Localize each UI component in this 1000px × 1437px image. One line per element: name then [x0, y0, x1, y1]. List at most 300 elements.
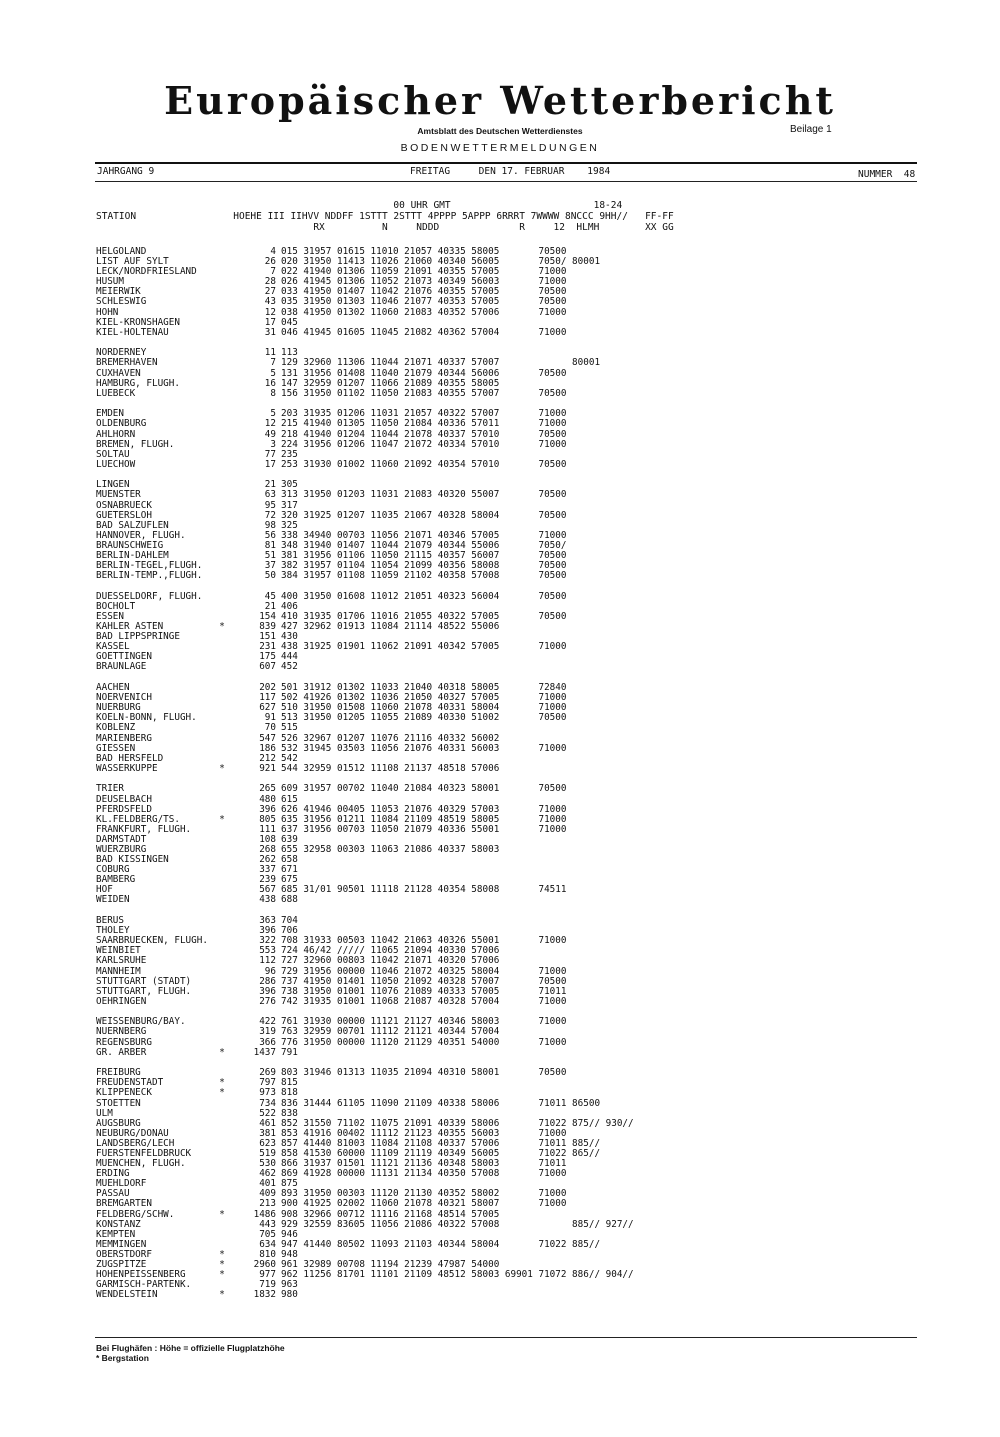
station-name: WEISSENBURG/BAY. — [96, 1016, 186, 1028]
date-label: FREITAG DEN 17. FEBRUAR 1984 — [410, 166, 611, 177]
station-height: 56 — [264, 529, 276, 541]
station-name: WEIDEN — [96, 894, 130, 906]
station-data: 704 — [281, 915, 298, 927]
footnote-mountain: * Bergstation — [96, 1353, 149, 1363]
station-data: 706 — [281, 925, 298, 937]
station-data: 129 32960 11306 11044 21071 40337 57007 80001 — [281, 357, 601, 369]
mountain-mark: * — [219, 1289, 225, 1301]
station-name: KIEL-HOLTENAU — [96, 326, 169, 338]
mountain-mark: * — [219, 1077, 225, 1089]
mountain-mark: * — [219, 621, 225, 633]
station-height: 72 — [264, 509, 276, 521]
station-height: 973 — [259, 1087, 276, 1099]
station-height: 396 — [259, 925, 276, 937]
station-name: EMDEN — [96, 408, 124, 420]
station-name: MARIENBERG — [96, 732, 152, 744]
station-data: 147 32959 01207 11066 21089 40355 58005 — [281, 377, 500, 389]
station-data: 980 — [281, 1289, 298, 1301]
station-height: 108 — [259, 833, 276, 845]
mountain-mark — [216, 571, 228, 581]
column-header-line2: STATION HOEHE III IIHVV NDDFF 1STTT 2STTT 4PPPP 5APPP 6RRRT 7WWWW 8NCCC 9HH// FF-FF — [96, 211, 674, 222]
station-name: SOLTAU — [96, 448, 130, 460]
station-height: 31 — [264, 326, 276, 338]
station-height: 213 — [259, 1198, 276, 1210]
station-height: 462 — [259, 1168, 276, 1180]
station-data: 791 — [281, 1046, 298, 1058]
station-name: NEUBURG/DONAU — [96, 1127, 169, 1139]
section-title: BODENWETTERMELDUNGEN — [400, 142, 600, 154]
station-name: BAMBERG — [96, 874, 136, 886]
station-name: WUERZBURG — [96, 843, 147, 855]
mountain-mark — [216, 784, 228, 794]
station-name: BAD HERSFELD — [96, 752, 164, 764]
station-name: HAMBURG, FLUGH. — [96, 377, 180, 389]
station-name: LECK/NORDFRIESLAND — [96, 266, 197, 278]
station-data: 724 46/42 ///// 11065 21094 40330 57006 — [281, 945, 500, 957]
station-height: 1486 — [253, 1208, 276, 1220]
station-name: BAD LIPPSPRINGE — [96, 631, 180, 643]
station-data: 836 31444 61105 11090 21109 40338 58006 71011 86500 — [281, 1097, 601, 1109]
station-height: 1832 — [253, 1289, 276, 1301]
station-name: KOBLENZ — [96, 722, 136, 734]
station-data: 513 31950 01205 11055 21089 40330 51002 70500 — [281, 712, 567, 724]
station-height: 839 — [259, 621, 276, 633]
mountain-mark: * — [219, 762, 225, 774]
station-name: GUETERSLOH — [96, 509, 152, 521]
station-data: 763 32959 00701 11112 21121 40344 57004 — [281, 1026, 500, 1038]
station-height: 26 — [264, 256, 276, 268]
station-name: MANNHEIM — [96, 965, 141, 977]
station-name: AACHEN — [96, 682, 130, 694]
station-name: HUSUM — [96, 276, 124, 288]
report-subtitle: Amtsblatt des Deutschen Wetterdienstes — [417, 126, 583, 136]
mountain-mark — [216, 328, 228, 338]
station-height: 81 — [264, 539, 276, 551]
station-height: 567 — [259, 884, 276, 896]
station-data: 815 — [281, 1077, 298, 1089]
station-data: 948 — [281, 1248, 298, 1260]
station-name: SAARBRUECKEN, FLUGH. — [96, 935, 208, 947]
station-height: 17 — [264, 458, 276, 470]
column-header-line3: RX N NDDD R 12 HLMH XX GG — [96, 222, 674, 233]
station-name: ERDING — [96, 1168, 130, 1180]
station-row — [96, 389, 916, 399]
station-row — [96, 895, 916, 905]
station-height: 363 — [259, 915, 276, 927]
station-height: 322 — [259, 935, 276, 947]
station-name: KASSEL — [96, 641, 130, 653]
station-height: 95 — [264, 499, 276, 511]
station-height: 553 — [259, 945, 276, 957]
station-name: LUECHOW — [96, 458, 136, 470]
station-data: 761 31930 00000 11121 21127 40346 58003 71000 — [281, 1016, 567, 1028]
station-data: 325 — [281, 519, 298, 531]
station-name: LUEBECK — [96, 387, 136, 399]
mountain-mark — [216, 460, 228, 470]
station-data: 542 — [281, 752, 298, 764]
station-name: AHLHORN — [96, 428, 136, 440]
station-name: DEUSELBACH — [96, 793, 152, 805]
station-data: 639 — [281, 833, 298, 845]
station-data: 218 41940 01204 11044 21078 40337 57010 70500 — [281, 428, 567, 440]
station-data: 235 — [281, 448, 298, 460]
station-height: 634 — [259, 1238, 276, 1250]
mountain-mark — [216, 956, 228, 966]
top-rule — [95, 162, 917, 164]
station-data: 708 31933 00503 11042 21063 40326 55001 71000 — [281, 935, 567, 947]
station-name: BRAUNLAGE — [96, 661, 147, 673]
station-name: GIESSEN — [96, 742, 136, 754]
station-data: 381 31956 01106 11050 21115 40357 56007 70500 — [281, 550, 567, 562]
station-name: GOETTINGEN — [96, 651, 152, 663]
mountain-mark: * — [219, 1087, 225, 1099]
station-data: 544 32959 01512 11108 21137 48518 57006 — [281, 762, 500, 774]
station-height: 3 — [270, 438, 276, 450]
station-name: BREMGARTEN — [96, 1198, 152, 1210]
station-height: 977 — [259, 1269, 276, 1281]
station-name: ESSEN — [96, 611, 124, 622]
station-data: 215 41940 01305 11050 21084 40336 57011 71000 — [281, 418, 567, 430]
station-height: 91 — [264, 712, 276, 724]
station-height: 186 — [259, 742, 276, 754]
station-name: LINGEN — [96, 479, 130, 491]
station-data: 818 — [281, 1087, 298, 1099]
station-height: 154 — [259, 611, 276, 622]
station-data: 400 31950 01608 11012 21051 40323 56004 70500 — [281, 590, 567, 602]
station-data: 675 — [281, 874, 298, 886]
station-height: 63 — [264, 489, 276, 501]
station-height: 547 — [259, 732, 276, 744]
station-data: 253 31930 01002 11060 21092 40354 57010 70500 — [281, 458, 567, 470]
station-height: 797 — [259, 1077, 276, 1089]
mountain-mark: * — [219, 1208, 225, 1220]
station-height: 396 — [259, 803, 276, 815]
station-name: PFERDSFELD — [96, 803, 152, 815]
beilage-label: Beilage 1 — [790, 124, 832, 135]
station-height: 719 — [259, 1279, 276, 1291]
station-data: 406 — [281, 600, 298, 612]
station-height: 337 — [259, 864, 276, 876]
station-height: 16 — [264, 377, 276, 389]
station-height: 50 — [264, 570, 276, 582]
station-height: 231 — [259, 641, 276, 653]
mountain-mark — [216, 389, 228, 399]
station-name: HELGOLAND — [96, 246, 147, 257]
station-data: 626 41946 00405 11053 21076 40329 57003 71000 — [281, 803, 567, 815]
station-data: 655 32958 00303 11063 21086 40337 58003 — [281, 843, 500, 855]
station-data: 317 — [281, 499, 298, 511]
station-name: STUTTGART, FLUGH. — [96, 985, 192, 997]
station-data: 866 31937 01501 11121 21136 40348 58003 71011 — [281, 1158, 567, 1170]
station-data: 857 41440 81003 11084 21108 40337 57006 71011 885// — [281, 1137, 601, 1149]
station-height: 7 — [270, 357, 276, 369]
station-name: MUEHLDORF — [96, 1178, 147, 1190]
station-data: 688 — [281, 894, 298, 906]
station-height: 401 — [259, 1178, 276, 1190]
station-height: 705 — [259, 1228, 276, 1240]
station-data: 962 11256 81701 11101 21109 48512 58003 69901 71072 886// 904// — [281, 1269, 634, 1281]
station-height: 381 — [259, 1127, 276, 1139]
station-name: KEMPTEN — [96, 1228, 136, 1240]
mountain-mark: * — [219, 813, 225, 825]
station-data: 776 31950 00000 11120 21129 40351 54000 71000 — [281, 1036, 567, 1048]
station-data: 022 41940 01306 11059 21091 40355 57005 71000 — [281, 266, 567, 278]
station-data: 320 31925 01207 11035 21067 40328 58004 70500 — [281, 509, 567, 521]
station-data: 502 41926 01302 11036 21050 40327 57005 71000 — [281, 692, 567, 704]
station-height: 519 — [259, 1148, 276, 1159]
station-data: 224 31956 01206 11047 21072 40334 57010 71000 — [281, 438, 567, 450]
station-name: KIEL-KRONSHAGEN — [96, 316, 180, 328]
station-name: FUERSTENFELDBRUCK — [96, 1148, 192, 1159]
station-name: BRAUNSCHWEIG — [96, 539, 164, 551]
station-data: 532 31945 03503 11056 21076 40331 56003 71000 — [281, 742, 567, 754]
station-height: 366 — [259, 1036, 276, 1048]
station-data: 738 31950 01001 11076 21089 40333 57005 71011 — [281, 985, 567, 997]
station-name: PASSAU — [96, 1188, 130, 1200]
station-data: 803 31946 01313 11035 21094 40310 58001 70500 — [281, 1067, 567, 1079]
station-name: BERLIN-TEGEL,FLUGH. — [96, 560, 203, 572]
station-row — [96, 571, 916, 581]
station-name: LANDSBERG/LECH — [96, 1137, 175, 1149]
station-height: 212 — [259, 752, 276, 764]
station-name: WEINBIET — [96, 945, 141, 957]
station-data: 742 31935 01001 11068 21087 40328 57004 71000 — [281, 995, 567, 1007]
station-height: 480 — [259, 793, 276, 805]
mountain-mark — [216, 419, 228, 429]
station-data: 609 31957 00702 11040 21084 40323 58001 70500 — [281, 783, 567, 795]
station-height: 522 — [259, 1107, 276, 1119]
station-height: 265 — [259, 783, 276, 795]
station-data: 045 — [281, 316, 298, 328]
station-data: 635 31956 01211 11084 21109 48519 58005 71000 — [281, 813, 567, 825]
station-data: 203 31935 01206 11031 21057 40322 57007 71000 — [281, 408, 567, 420]
station-data: 156 31950 01102 11050 21083 40355 57007 70500 — [281, 387, 567, 399]
station-data: 963 — [281, 1279, 298, 1291]
station-height: 11 — [264, 347, 276, 359]
station-data: 729 31956 00000 11046 21072 40325 58004 71000 — [281, 965, 567, 977]
station-height: 5 — [270, 408, 276, 420]
station-name: NUERNBERG — [96, 1026, 147, 1038]
station-height: 111 — [259, 823, 276, 835]
jahrgang-label: JAHRGANG 9 — [97, 166, 155, 177]
station-data: 020 31950 11413 11026 21060 40340 56005 7050/ 80001 — [281, 256, 601, 268]
station-data: 900 41925 02002 11060 21078 40321 58007 71000 — [281, 1198, 567, 1210]
station-height: 43 — [264, 296, 276, 308]
station-name: DUESSELDORF, FLUGH. — [96, 590, 203, 602]
station-data: 430 — [281, 631, 298, 643]
station-height: 21 — [264, 479, 276, 491]
station-height: 4 — [270, 246, 276, 257]
mountain-mark — [216, 662, 228, 672]
station-name: WASSERKUPPE — [96, 762, 158, 774]
station-name: KAHLER ASTEN — [96, 621, 164, 633]
station-data: 875 — [281, 1178, 298, 1190]
station-name: KOELN-BONN, FLUGH. — [96, 712, 197, 724]
station-height: 5 — [270, 367, 276, 379]
station-height: 7 — [270, 266, 276, 278]
station-name: BERLIN-DAHLEM — [96, 550, 169, 562]
station-data: 131 31956 01408 11040 21079 40344 56006 70500 — [281, 367, 567, 379]
station-height: 422 — [259, 1016, 276, 1028]
station-data: 510 31950 01508 11060 21078 40331 58004 71000 — [281, 702, 567, 714]
station-name: BREMERHAVEN — [96, 357, 158, 369]
station-data: 853 41916 00402 11112 21123 40355 56003 71000 — [281, 1127, 567, 1139]
station-height: 51 — [264, 550, 276, 562]
station-data: 615 — [281, 793, 298, 805]
station-name: SCHLESWIG — [96, 296, 147, 308]
station-name: HANNOVER, FLUGH. — [96, 529, 186, 541]
station-name: WENDELSTEIN — [96, 1289, 158, 1301]
station-data: 313 31950 01203 11031 21083 40320 55007 70500 — [281, 489, 567, 501]
station-data: 929 32559 83605 11056 21086 40322 57008 885// 927// — [281, 1218, 634, 1230]
station-height: 117 — [259, 692, 276, 704]
station-height: 409 — [259, 1188, 276, 1200]
station-height: 805 — [259, 813, 276, 825]
station-name: OBERSTDORF — [96, 1248, 152, 1260]
station-height: 262 — [259, 854, 276, 866]
station-data: 637 31956 00703 11050 21079 40336 55001 71000 — [281, 823, 567, 835]
station-data: 338 34940 00703 11056 21071 40346 57005 71000 — [281, 529, 567, 541]
station-data: 038 41950 01302 11060 21083 40352 57006 71000 — [281, 306, 567, 318]
station-name: BOCHOLT — [96, 600, 136, 612]
station-data: 852 31550 71102 11075 21091 40339 58006 71022 875// 930// — [281, 1117, 634, 1129]
station-data: 026 41945 01306 11052 21073 40349 56003 71000 — [281, 276, 567, 288]
station-height: 175 — [259, 651, 276, 663]
station-height: 239 — [259, 874, 276, 886]
station-height: 21 — [264, 600, 276, 612]
station-height: 45 — [264, 590, 276, 602]
station-height: 70 — [264, 722, 276, 734]
station-height: 286 — [259, 975, 276, 987]
station-row — [96, 1048, 916, 1058]
mountain-mark — [216, 895, 228, 905]
station-name: KARLSRUHE — [96, 955, 147, 967]
station-height: 112 — [259, 955, 276, 967]
column-header-line1: 00 UHR GMT 18-24 — [96, 200, 623, 211]
station-data: 444 — [281, 651, 298, 663]
station-name: MEMMINGEN — [96, 1238, 147, 1250]
station-data: 658 — [281, 854, 298, 866]
station-name: KL.FELDBERG/TS. — [96, 813, 180, 825]
station-name: FREUDENSTADT — [96, 1077, 164, 1089]
mountain-mark — [216, 997, 228, 1007]
bottom-rule — [95, 1337, 917, 1338]
station-row — [96, 419, 916, 429]
station-height: 396 — [259, 985, 276, 997]
station-name: GARMISCH-PARTENK. — [96, 1279, 192, 1291]
station-data: 515 — [281, 722, 298, 734]
station-name: GR. ARBER — [96, 1046, 147, 1058]
station-height: 49 — [264, 428, 276, 440]
station-name: STUTTGART (STADT) — [96, 975, 192, 987]
station-data: 033 41950 01407 11042 21076 40355 57005 70500 — [281, 286, 567, 298]
station-data: 727 32960 00803 11042 21071 40320 57006 — [281, 955, 500, 967]
station-name: REGENSBURG — [96, 1036, 152, 1048]
station-name: KLIPPENECK — [96, 1087, 152, 1099]
station-height: 202 — [259, 682, 276, 694]
station-name: NOERVENICH — [96, 692, 152, 704]
station-name: THOLEY — [96, 925, 130, 937]
station-name: HOHENPEISSENBERG — [96, 1269, 186, 1281]
station-height: 98 — [264, 519, 276, 531]
station-name: FELDBERG/SCHW. — [96, 1208, 175, 1220]
station-data: 015 31957 01615 11010 21057 40335 58005 70500 — [281, 246, 567, 257]
station-name: BERLIN-TEMP.,FLUGH. — [96, 570, 203, 582]
station-data: 671 — [281, 864, 298, 876]
station-data: 908 32966 00712 11116 21168 48514 57005 — [281, 1208, 500, 1220]
header-rule — [95, 181, 917, 182]
station-data: 685 31/01 90501 11118 21128 40354 58008 74511 — [281, 884, 567, 896]
station-height: 12 — [264, 306, 276, 318]
station-height: 17 — [264, 316, 276, 328]
station-data: 838 — [281, 1107, 298, 1119]
station-height: 2960 — [253, 1259, 276, 1271]
station-name: TRIER — [96, 783, 124, 795]
station-height: 810 — [259, 1248, 276, 1260]
station-height: 443 — [259, 1218, 276, 1230]
station-row — [96, 1290, 916, 1300]
station-data: 113 — [281, 347, 298, 359]
station-row — [96, 956, 916, 966]
station-data: 427 32962 01913 11084 21114 48522 55006 — [281, 621, 500, 633]
station-name: HOHN — [96, 306, 119, 318]
station-height: 37 — [264, 560, 276, 572]
station-name: MUENCHEN, FLUGH. — [96, 1158, 186, 1170]
station-row — [96, 997, 916, 1007]
station-name: FRANKFURT, FLUGH. — [96, 823, 192, 835]
station-height: 1437 — [253, 1046, 276, 1058]
station-data: 348 31940 01407 11044 21079 40344 55006 7050/ — [281, 539, 567, 551]
station-height: 461 — [259, 1117, 276, 1129]
station-data: 501 31912 01302 11033 21040 40318 58005 72840 — [281, 682, 567, 694]
station-height: 438 — [259, 894, 276, 906]
station-height: 8 — [270, 387, 276, 399]
station-name: NORDERNEY — [96, 347, 147, 359]
station-data: 737 41950 01401 11050 21092 40328 57007 70500 — [281, 975, 567, 987]
station-name: AUGSBURG — [96, 1117, 141, 1129]
station-name: MEIERWIK — [96, 286, 141, 298]
station-height: 151 — [259, 631, 276, 643]
station-height: 27 — [264, 286, 276, 298]
station-name: BAD KISSINGEN — [96, 854, 169, 866]
station-data: 946 — [281, 1228, 298, 1240]
mountain-mark: * — [219, 1046, 225, 1058]
station-height: 96 — [264, 965, 276, 977]
station-height: 28 — [264, 276, 276, 288]
mountain-mark: * — [219, 1248, 225, 1260]
station-name: MUENSTER — [96, 489, 141, 501]
footnote-airport: Bei Flughäfen : Höhe = offizielle Flugplatzhöhe — [96, 1343, 285, 1353]
station-name: HOF — [96, 884, 113, 896]
station-data: 526 32967 01207 11076 21116 40332 56002 — [281, 732, 500, 744]
station-row — [96, 764, 916, 774]
station-data: 305 — [281, 479, 298, 491]
station-height: 319 — [259, 1026, 276, 1038]
station-height: 921 — [259, 762, 276, 774]
station-data: 410 31935 01706 11016 21055 40322 57005 70500 — [281, 611, 567, 622]
station-name: KONSTANZ — [96, 1218, 141, 1230]
station-name: CUXHAVEN — [96, 367, 141, 379]
column-header — [96, 200, 674, 233]
station-row — [96, 784, 916, 794]
station-height: 530 — [259, 1158, 276, 1170]
station-name: LIST AUF SYLT — [96, 256, 169, 268]
station-height: 627 — [259, 702, 276, 714]
station-name: DARMSTADT — [96, 833, 147, 845]
station-name: FREIBURG — [96, 1067, 141, 1079]
station-name: ZUGSPITZE — [96, 1259, 147, 1271]
nummer-label: NUMMER 48 — [858, 169, 916, 180]
